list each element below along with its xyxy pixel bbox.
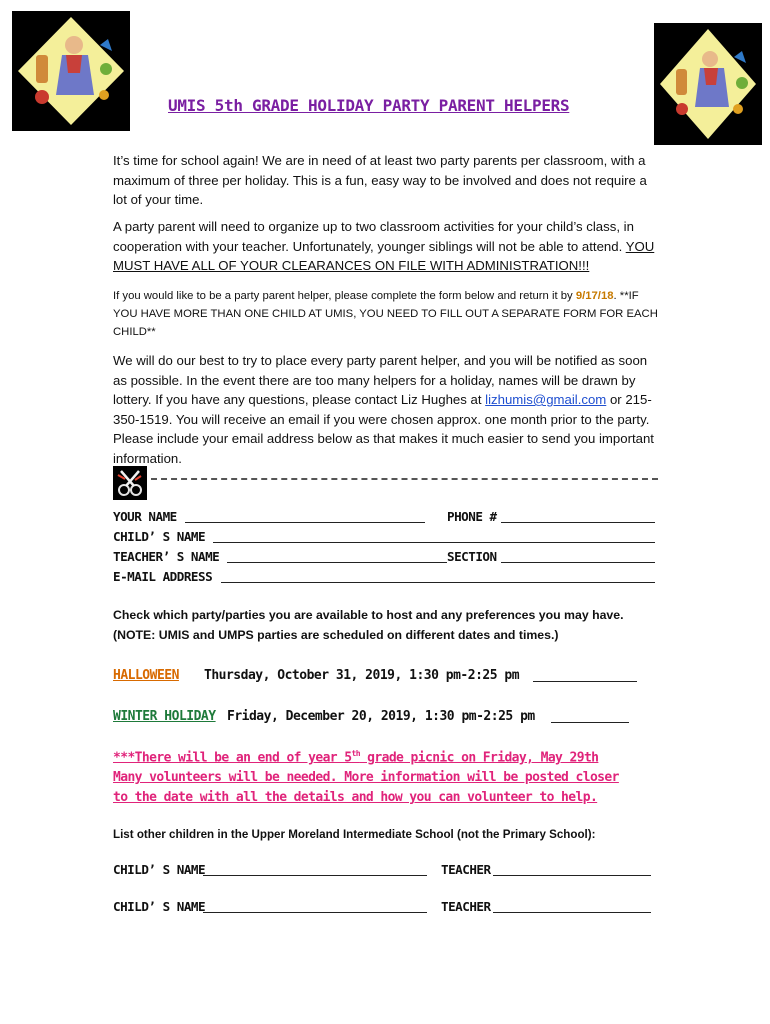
other-teacher-1-field[interactable] xyxy=(493,875,651,876)
other-child-2-field[interactable] xyxy=(203,912,427,913)
other-teacher-2-field[interactable] xyxy=(493,912,651,913)
teachers-name-label: TEACHER’ S NAME xyxy=(113,549,220,564)
return-instructions-tail: . **IF YOU HAVE MORE THAN ONE CHILD AT UMIS, YOU NEED TO FILL OUT A SEPARATE FORM FOR EACH CHILD** xyxy=(113,290,658,338)
student-clipart-left xyxy=(12,11,130,131)
party-halloween[interactable] xyxy=(113,664,658,684)
your-name-field[interactable] xyxy=(185,522,425,523)
party-winter-holiday-name: WINTER HOLIDAY xyxy=(113,709,216,724)
teacher-row xyxy=(113,546,655,565)
section-label: SECTION xyxy=(447,549,497,564)
picnic-line-1 xyxy=(113,744,673,768)
party-halloween-name: HALLOWEEN xyxy=(113,668,179,683)
check-note: (NOTE: UMIS and UMPS parties are scheduled on different dates and times.) xyxy=(113,628,559,642)
other-teacher-2-label: TEACHER xyxy=(441,899,491,914)
return-instructions-paragraph xyxy=(113,287,658,341)
party-halloween-date: Thursday, October 31, 2019, 1:30 pm-2:25 pm xyxy=(204,668,520,683)
childs-name-row xyxy=(113,526,655,545)
other-child-1-field[interactable] xyxy=(203,875,427,876)
check-instructions: Check which party/parties you are available to host and any preferences you may have. xyxy=(113,608,624,622)
party-halloween-checkline[interactable] xyxy=(533,681,637,682)
party-winter-holiday-date: Friday, December 20, 2019, 1:30 pm-2:25 pm xyxy=(227,709,535,724)
responsibilities-paragraph xyxy=(113,217,658,276)
picnic-notice xyxy=(113,744,673,808)
childs-name-label: CHILD’ S NAME xyxy=(113,529,206,544)
your-name-label: YOUR NAME xyxy=(113,509,177,524)
clearances-notice: YOU MUST HAVE ALL OF YOUR CLEARANCES ON FILE WITH ADMINISTRATION!!! xyxy=(113,238,655,273)
scissors-icon xyxy=(113,466,147,500)
picnic-line-1a: ***There will be an end of year 5 xyxy=(113,750,352,766)
other-child-row-1 xyxy=(113,859,655,878)
student-clipart-right-icon xyxy=(654,23,762,145)
contact-email-link[interactable]: lizhumis@gmail.com xyxy=(485,392,607,407)
your-name-row xyxy=(113,506,655,525)
responsibilities-text: A party parent will need to organize up to two classroom activities for your child’s class, in cooperation with your teacher. Unfortunately, younger siblings will not be able to attend. xyxy=(113,219,634,254)
picnic-line-1b: grade picnic on Friday, May 29th xyxy=(359,750,599,766)
lottery-lead: We will do our best to try to place every party parent helper, and you will be notified as soon as possible. In the event there are too many helpers for a holiday, names will be drawn by lottery. If you have any questions, please contact Liz Hughes at xyxy=(113,353,648,407)
party-winter-holiday[interactable] xyxy=(113,705,658,725)
page-title: UMIS 5th GRADE HOLIDAY PARTY PARENT HELPERS xyxy=(168,96,570,115)
phone-field[interactable] xyxy=(501,522,655,523)
section-field[interactable] xyxy=(501,562,655,563)
email-row xyxy=(113,566,655,585)
other-teacher-1-label: TEACHER xyxy=(441,862,491,877)
other-children-heading: List other children in the Upper Moreland Intermediate School (not the Primary School): xyxy=(113,828,596,841)
teachers-name-field[interactable] xyxy=(227,562,447,563)
return-instructions-lead: If you would like to be a party parent helper, please complete the form below and return it by xyxy=(113,290,573,302)
other-child-2-label: CHILD’ S NAME xyxy=(113,899,206,914)
picnic-line-2: Many volunteers will be needed. More information will be posted closer xyxy=(113,770,619,786)
other-child-1-label: CHILD’ S NAME xyxy=(113,862,206,877)
return-date: 9/17/18 xyxy=(575,290,614,302)
intro-paragraph: It’s time for school again! We are in need of at least two party parents per classroom, with a maximum of three per holiday. This is a fun, easy way to be involved and does not require a lot of your time. xyxy=(113,153,647,207)
email-field[interactable] xyxy=(221,582,655,583)
picnic-line-3: to the date with all the details and how you can volunteer to help. xyxy=(113,790,598,806)
student-clipart-left-icon xyxy=(12,11,130,131)
email-label: E-MAIL ADDRESS xyxy=(113,569,213,584)
student-clipart-right xyxy=(654,23,762,145)
other-child-row-2 xyxy=(113,896,655,915)
lottery-tail: or 215-350-1519. You will receive an email if you were chosen approx. one month prior to the party. Please include your email address below as that makes it much easier to send you important information. xyxy=(113,392,654,466)
cut-line xyxy=(113,466,658,502)
lottery-paragraph xyxy=(113,351,658,468)
party-winter-holiday-checkline[interactable] xyxy=(551,722,629,723)
phone-label: PHONE # xyxy=(447,509,497,524)
picnic-line-1-sup: th xyxy=(351,749,360,758)
dashed-divider xyxy=(151,478,658,480)
childs-name-field[interactable] xyxy=(213,542,655,543)
